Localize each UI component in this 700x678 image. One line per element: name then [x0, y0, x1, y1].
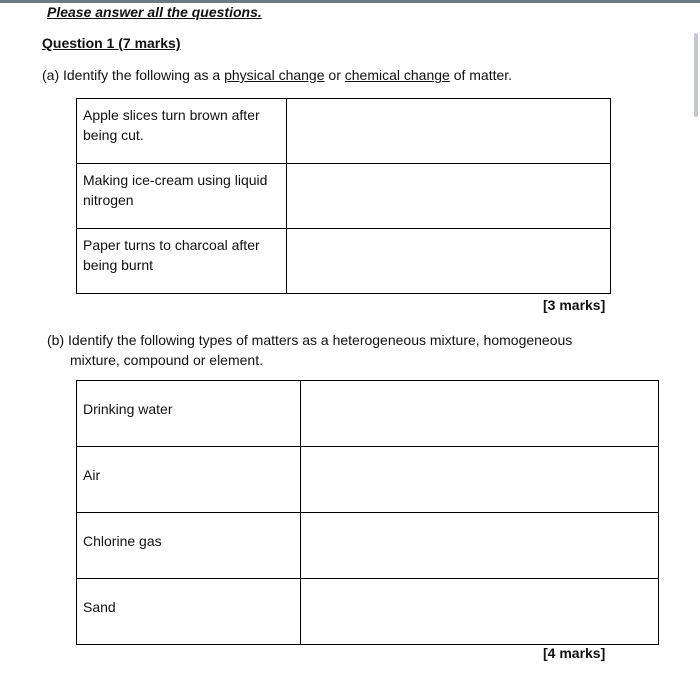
prompt-cell: Apple slices turn brown after being cut. — [77, 99, 287, 164]
answer-cell[interactable] — [301, 381, 659, 447]
answer-cell[interactable] — [287, 164, 611, 229]
table-row — [77, 381, 659, 447]
part-b-prompt — [47, 330, 647, 370]
table-row — [77, 99, 611, 164]
table-row — [77, 229, 611, 294]
question-title: Question 1 (7 marks) — [42, 35, 181, 51]
term-chemical-change: chemical change — [344, 67, 450, 83]
table-row — [77, 579, 659, 645]
prompt-cell: Drinking water — [77, 381, 301, 447]
answer-cell[interactable] — [301, 513, 659, 579]
scrollbar-thumb[interactable] — [694, 33, 698, 117]
prompt-cell: Making ice-cream using liquid nitrogen — [77, 164, 287, 229]
part-a-marks: [3 marks] — [543, 297, 606, 313]
part-a-prefix: (a) Identify the following as a — [42, 67, 225, 83]
top-border — [0, 0, 700, 3]
table-row — [77, 513, 659, 579]
answer-cell[interactable] — [287, 99, 611, 164]
answer-cell[interactable] — [287, 229, 611, 294]
part-b-table — [76, 380, 659, 645]
part-a-middle: or — [324, 67, 345, 83]
prompt-cell: Air — [77, 447, 301, 513]
prompt-cell: Chlorine gas — [77, 513, 301, 579]
table-row — [77, 164, 611, 229]
instruction-text: Please answer all the questions. — [47, 4, 262, 20]
answer-cell[interactable] — [301, 447, 659, 513]
table-row — [77, 447, 659, 513]
part-b-line1: (b) Identify the following types of matters as a heterogeneous mixture, homogeneous — [47, 332, 573, 348]
answer-cell[interactable] — [301, 579, 659, 645]
part-b-marks: [4 marks] — [543, 645, 606, 661]
prompt-cell: Paper turns to charcoal after being burnt — [77, 229, 287, 294]
part-a-suffix: of matter. — [449, 67, 513, 83]
scrollbar[interactable] — [692, 3, 700, 678]
term-physical-change: physical change — [224, 67, 325, 83]
part-b-line2: mixture, compound or element. — [70, 352, 263, 368]
part-a-table — [76, 98, 611, 294]
prompt-cell: Sand — [77, 579, 301, 645]
part-a-prompt — [42, 67, 512, 83]
